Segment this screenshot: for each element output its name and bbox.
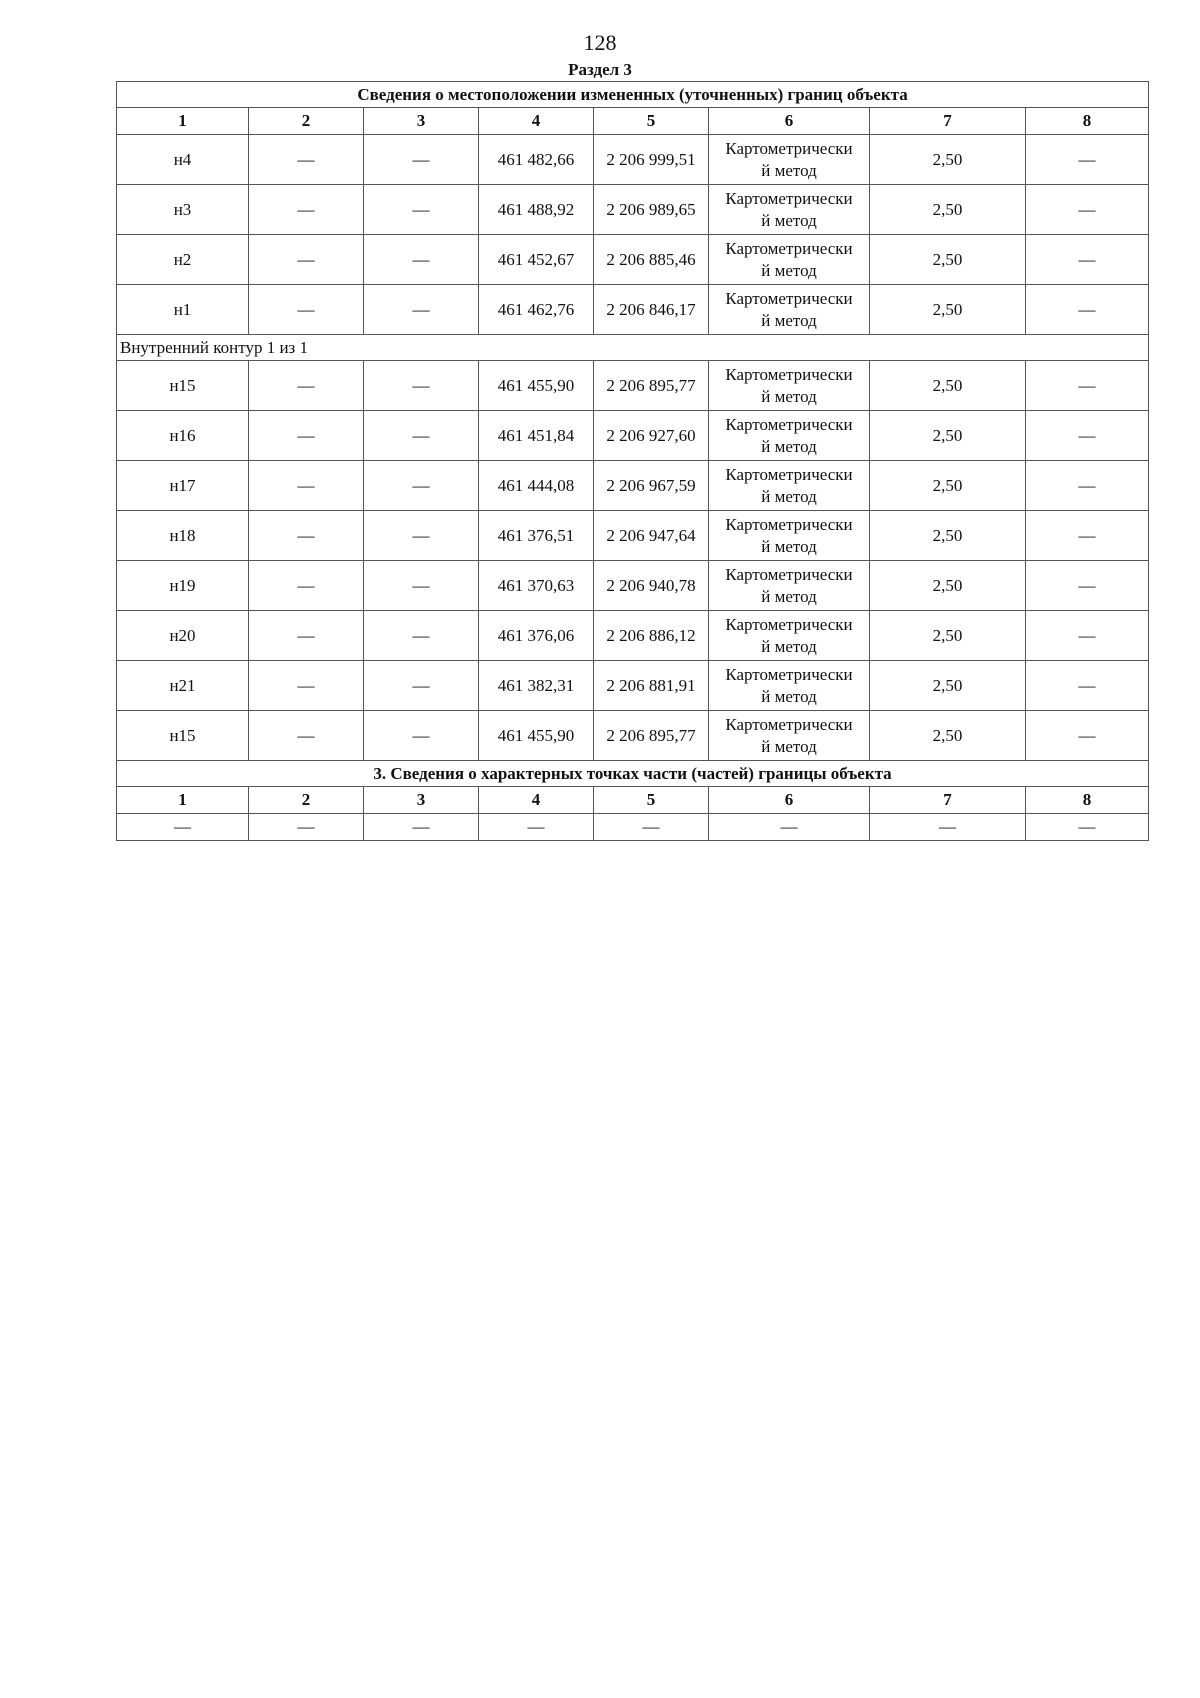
coordinate-x: 461 455,90 bbox=[479, 361, 594, 411]
coordinate-y: 2 206 886,12 bbox=[594, 611, 709, 661]
method-cell bbox=[709, 361, 870, 411]
point-name: н1 bbox=[117, 285, 249, 335]
inner-contour-label: Внутренний контур 1 из 1 bbox=[117, 335, 1149, 361]
accuracy-value: 2,50 bbox=[870, 361, 1026, 411]
coordinate-y: 2 206 989,65 bbox=[594, 185, 709, 235]
column-8-value: — bbox=[1026, 661, 1149, 711]
accuracy-value: 2,50 bbox=[870, 185, 1026, 235]
method-line-1: Картометрически bbox=[725, 414, 853, 434]
point-name: н18 bbox=[117, 511, 249, 561]
coordinate-y: 2 206 895,77 bbox=[594, 361, 709, 411]
column-3-value: — bbox=[364, 711, 479, 761]
coordinate-x: 461 455,90 bbox=[479, 711, 594, 761]
method-line-2: й метод bbox=[761, 686, 817, 706]
accuracy-value: 2,50 bbox=[870, 511, 1026, 561]
section3-title-row bbox=[117, 761, 1149, 787]
column-number: 1 bbox=[117, 108, 249, 135]
empty-cell: — bbox=[479, 814, 594, 841]
empty-cell: — bbox=[249, 814, 364, 841]
method-cell bbox=[709, 235, 870, 285]
table-row bbox=[117, 411, 1149, 461]
coordinate-y: 2 206 895,77 bbox=[594, 711, 709, 761]
method-line-1: Картометрически bbox=[725, 514, 853, 534]
coordinate-x: 461 488,92 bbox=[479, 185, 594, 235]
column-number-row bbox=[117, 108, 1149, 135]
column-8-value: — bbox=[1026, 235, 1149, 285]
method-cell bbox=[709, 661, 870, 711]
column-number: 3 bbox=[364, 787, 479, 814]
empty-cell: — bbox=[1026, 814, 1149, 841]
column-3-value: — bbox=[364, 285, 479, 335]
column-3-value: — bbox=[364, 511, 479, 561]
coordinate-x: 461 451,84 bbox=[479, 411, 594, 461]
column-8-value: — bbox=[1026, 135, 1149, 185]
coordinate-x: 461 444,08 bbox=[479, 461, 594, 511]
method-line-2: й метод bbox=[761, 736, 817, 756]
section3-empty-row bbox=[117, 814, 1149, 841]
accuracy-value: 2,50 bbox=[870, 461, 1026, 511]
empty-cell: — bbox=[709, 814, 870, 841]
section-title: Раздел 3 bbox=[568, 60, 632, 79]
table-row bbox=[117, 361, 1149, 411]
coordinate-y: 2 206 999,51 bbox=[594, 135, 709, 185]
column-number: 5 bbox=[594, 108, 709, 135]
method-cell bbox=[709, 135, 870, 185]
column-8-value: — bbox=[1026, 461, 1149, 511]
column-8-value: — bbox=[1026, 711, 1149, 761]
point-name: н15 bbox=[117, 361, 249, 411]
coordinate-x: 461 462,76 bbox=[479, 285, 594, 335]
table-row bbox=[117, 235, 1149, 285]
method-line-2: й метод bbox=[761, 160, 817, 180]
coordinate-y: 2 206 947,64 bbox=[594, 511, 709, 561]
method-cell bbox=[709, 285, 870, 335]
point-name: н3 bbox=[117, 185, 249, 235]
inner-contour-row bbox=[117, 335, 1149, 361]
method-line-1: Картометрически bbox=[725, 288, 853, 308]
column-2-value: — bbox=[249, 185, 364, 235]
column-2-value: — bbox=[249, 611, 364, 661]
accuracy-value: 2,50 bbox=[870, 611, 1026, 661]
table-row bbox=[117, 185, 1149, 235]
column-8-value: — bbox=[1026, 511, 1149, 561]
accuracy-value: 2,50 bbox=[870, 235, 1026, 285]
method-cell bbox=[709, 711, 870, 761]
accuracy-value: 2,50 bbox=[870, 285, 1026, 335]
column-3-value: — bbox=[364, 561, 479, 611]
method-line-1: Картометрически bbox=[725, 664, 853, 684]
coordinate-y: 2 206 885,46 bbox=[594, 235, 709, 285]
column-3-value: — bbox=[364, 461, 479, 511]
column-3-value: — bbox=[364, 361, 479, 411]
method-line-2: й метод bbox=[761, 586, 817, 606]
column-number: 1 bbox=[117, 787, 249, 814]
column-number: 6 bbox=[709, 787, 870, 814]
column-3-value: — bbox=[364, 235, 479, 285]
column-number: 4 bbox=[479, 108, 594, 135]
point-name: н21 bbox=[117, 661, 249, 711]
point-name: н19 bbox=[117, 561, 249, 611]
column-2-value: — bbox=[249, 135, 364, 185]
coordinate-y: 2 206 927,60 bbox=[594, 411, 709, 461]
column-number: 2 bbox=[249, 787, 364, 814]
coordinate-x: 461 376,06 bbox=[479, 611, 594, 661]
column-number: 3 bbox=[364, 108, 479, 135]
coordinate-x: 461 452,67 bbox=[479, 235, 594, 285]
column-number: 4 bbox=[479, 787, 594, 814]
coordinate-x: 461 376,51 bbox=[479, 511, 594, 561]
column-number: 7 bbox=[870, 108, 1026, 135]
empty-cell: — bbox=[594, 814, 709, 841]
column-number: 8 bbox=[1026, 787, 1149, 814]
method-line-2: й метод bbox=[761, 260, 817, 280]
column-number: 6 bbox=[709, 108, 870, 135]
column-2-value: — bbox=[249, 235, 364, 285]
method-line-2: й метод bbox=[761, 210, 817, 230]
column-8-value: — bbox=[1026, 185, 1149, 235]
method-line-1: Картометрически bbox=[725, 238, 853, 258]
empty-cell: — bbox=[870, 814, 1026, 841]
column-2-value: — bbox=[249, 411, 364, 461]
coordinate-x: 461 382,31 bbox=[479, 661, 594, 711]
table-row bbox=[117, 135, 1149, 185]
section3-column-number-row bbox=[117, 787, 1149, 814]
column-number: 7 bbox=[870, 787, 1026, 814]
method-line-1: Картометрически bbox=[725, 364, 853, 384]
column-3-value: — bbox=[364, 135, 479, 185]
accuracy-value: 2,50 bbox=[870, 561, 1026, 611]
empty-cell: — bbox=[364, 814, 479, 841]
method-cell bbox=[709, 411, 870, 461]
table-row bbox=[117, 511, 1149, 561]
method-cell bbox=[709, 611, 870, 661]
coordinate-y: 2 206 881,91 bbox=[594, 661, 709, 711]
method-cell bbox=[709, 461, 870, 511]
table-title-row bbox=[117, 82, 1149, 108]
method-line-1: Картометрически bbox=[725, 138, 853, 158]
method-cell bbox=[709, 511, 870, 561]
accuracy-value: 2,50 bbox=[870, 711, 1026, 761]
table-row bbox=[117, 711, 1149, 761]
column-3-value: — bbox=[364, 611, 479, 661]
accuracy-value: 2,50 bbox=[870, 135, 1026, 185]
column-3-value: — bbox=[364, 411, 479, 461]
coordinate-y: 2 206 967,59 bbox=[594, 461, 709, 511]
point-name: н16 bbox=[117, 411, 249, 461]
column-3-value: — bbox=[364, 185, 479, 235]
method-line-2: й метод bbox=[761, 436, 817, 456]
table-title: Сведения о местоположении измененных (уточненных) границ объекта bbox=[117, 82, 1149, 108]
coordinate-x: 461 370,63 bbox=[479, 561, 594, 611]
table-row bbox=[117, 561, 1149, 611]
column-number: 2 bbox=[249, 108, 364, 135]
method-line-2: й метод bbox=[761, 536, 817, 556]
column-number: 5 bbox=[594, 787, 709, 814]
column-2-value: — bbox=[249, 511, 364, 561]
method-cell bbox=[709, 561, 870, 611]
column-2-value: — bbox=[249, 711, 364, 761]
column-2-value: — bbox=[249, 561, 364, 611]
method-line-1: Картометрически bbox=[725, 614, 853, 634]
section3-title: 3. Сведения о характерных точках части (частей) границы объекта bbox=[117, 761, 1149, 787]
accuracy-value: 2,50 bbox=[870, 411, 1026, 461]
method-line-1: Картометрически bbox=[725, 188, 853, 208]
coordinate-y: 2 206 940,78 bbox=[594, 561, 709, 611]
coordinate-x: 461 482,66 bbox=[479, 135, 594, 185]
point-name: н15 bbox=[117, 711, 249, 761]
column-2-value: — bbox=[249, 285, 364, 335]
column-2-value: — bbox=[249, 361, 364, 411]
point-name: н17 bbox=[117, 461, 249, 511]
table-row bbox=[117, 285, 1149, 335]
column-8-value: — bbox=[1026, 411, 1149, 461]
column-8-value: — bbox=[1026, 611, 1149, 661]
method-line-2: й метод bbox=[761, 386, 817, 406]
table-row bbox=[117, 461, 1149, 511]
column-number: 8 bbox=[1026, 108, 1149, 135]
column-2-value: — bbox=[249, 661, 364, 711]
method-line-2: й метод bbox=[761, 486, 817, 506]
column-3-value: — bbox=[364, 661, 479, 711]
column-2-value: — bbox=[249, 461, 364, 511]
table-row bbox=[117, 661, 1149, 711]
method-line-2: й метод bbox=[761, 310, 817, 330]
method-line-1: Картометрически bbox=[725, 564, 853, 584]
column-8-value: — bbox=[1026, 361, 1149, 411]
method-cell bbox=[709, 185, 870, 235]
page-number: 128 bbox=[583, 30, 617, 55]
point-name: н20 bbox=[117, 611, 249, 661]
empty-cell: — bbox=[117, 814, 249, 841]
method-line-1: Картометрически bbox=[725, 714, 853, 734]
method-line-1: Картометрически bbox=[725, 464, 853, 484]
boundary-points-table bbox=[116, 81, 1149, 841]
column-8-value: — bbox=[1026, 561, 1149, 611]
point-name: н4 bbox=[117, 135, 249, 185]
accuracy-value: 2,50 bbox=[870, 661, 1026, 711]
table-row bbox=[117, 611, 1149, 661]
column-8-value: — bbox=[1026, 285, 1149, 335]
method-line-2: й метод bbox=[761, 636, 817, 656]
point-name: н2 bbox=[117, 235, 249, 285]
coordinate-y: 2 206 846,17 bbox=[594, 285, 709, 335]
